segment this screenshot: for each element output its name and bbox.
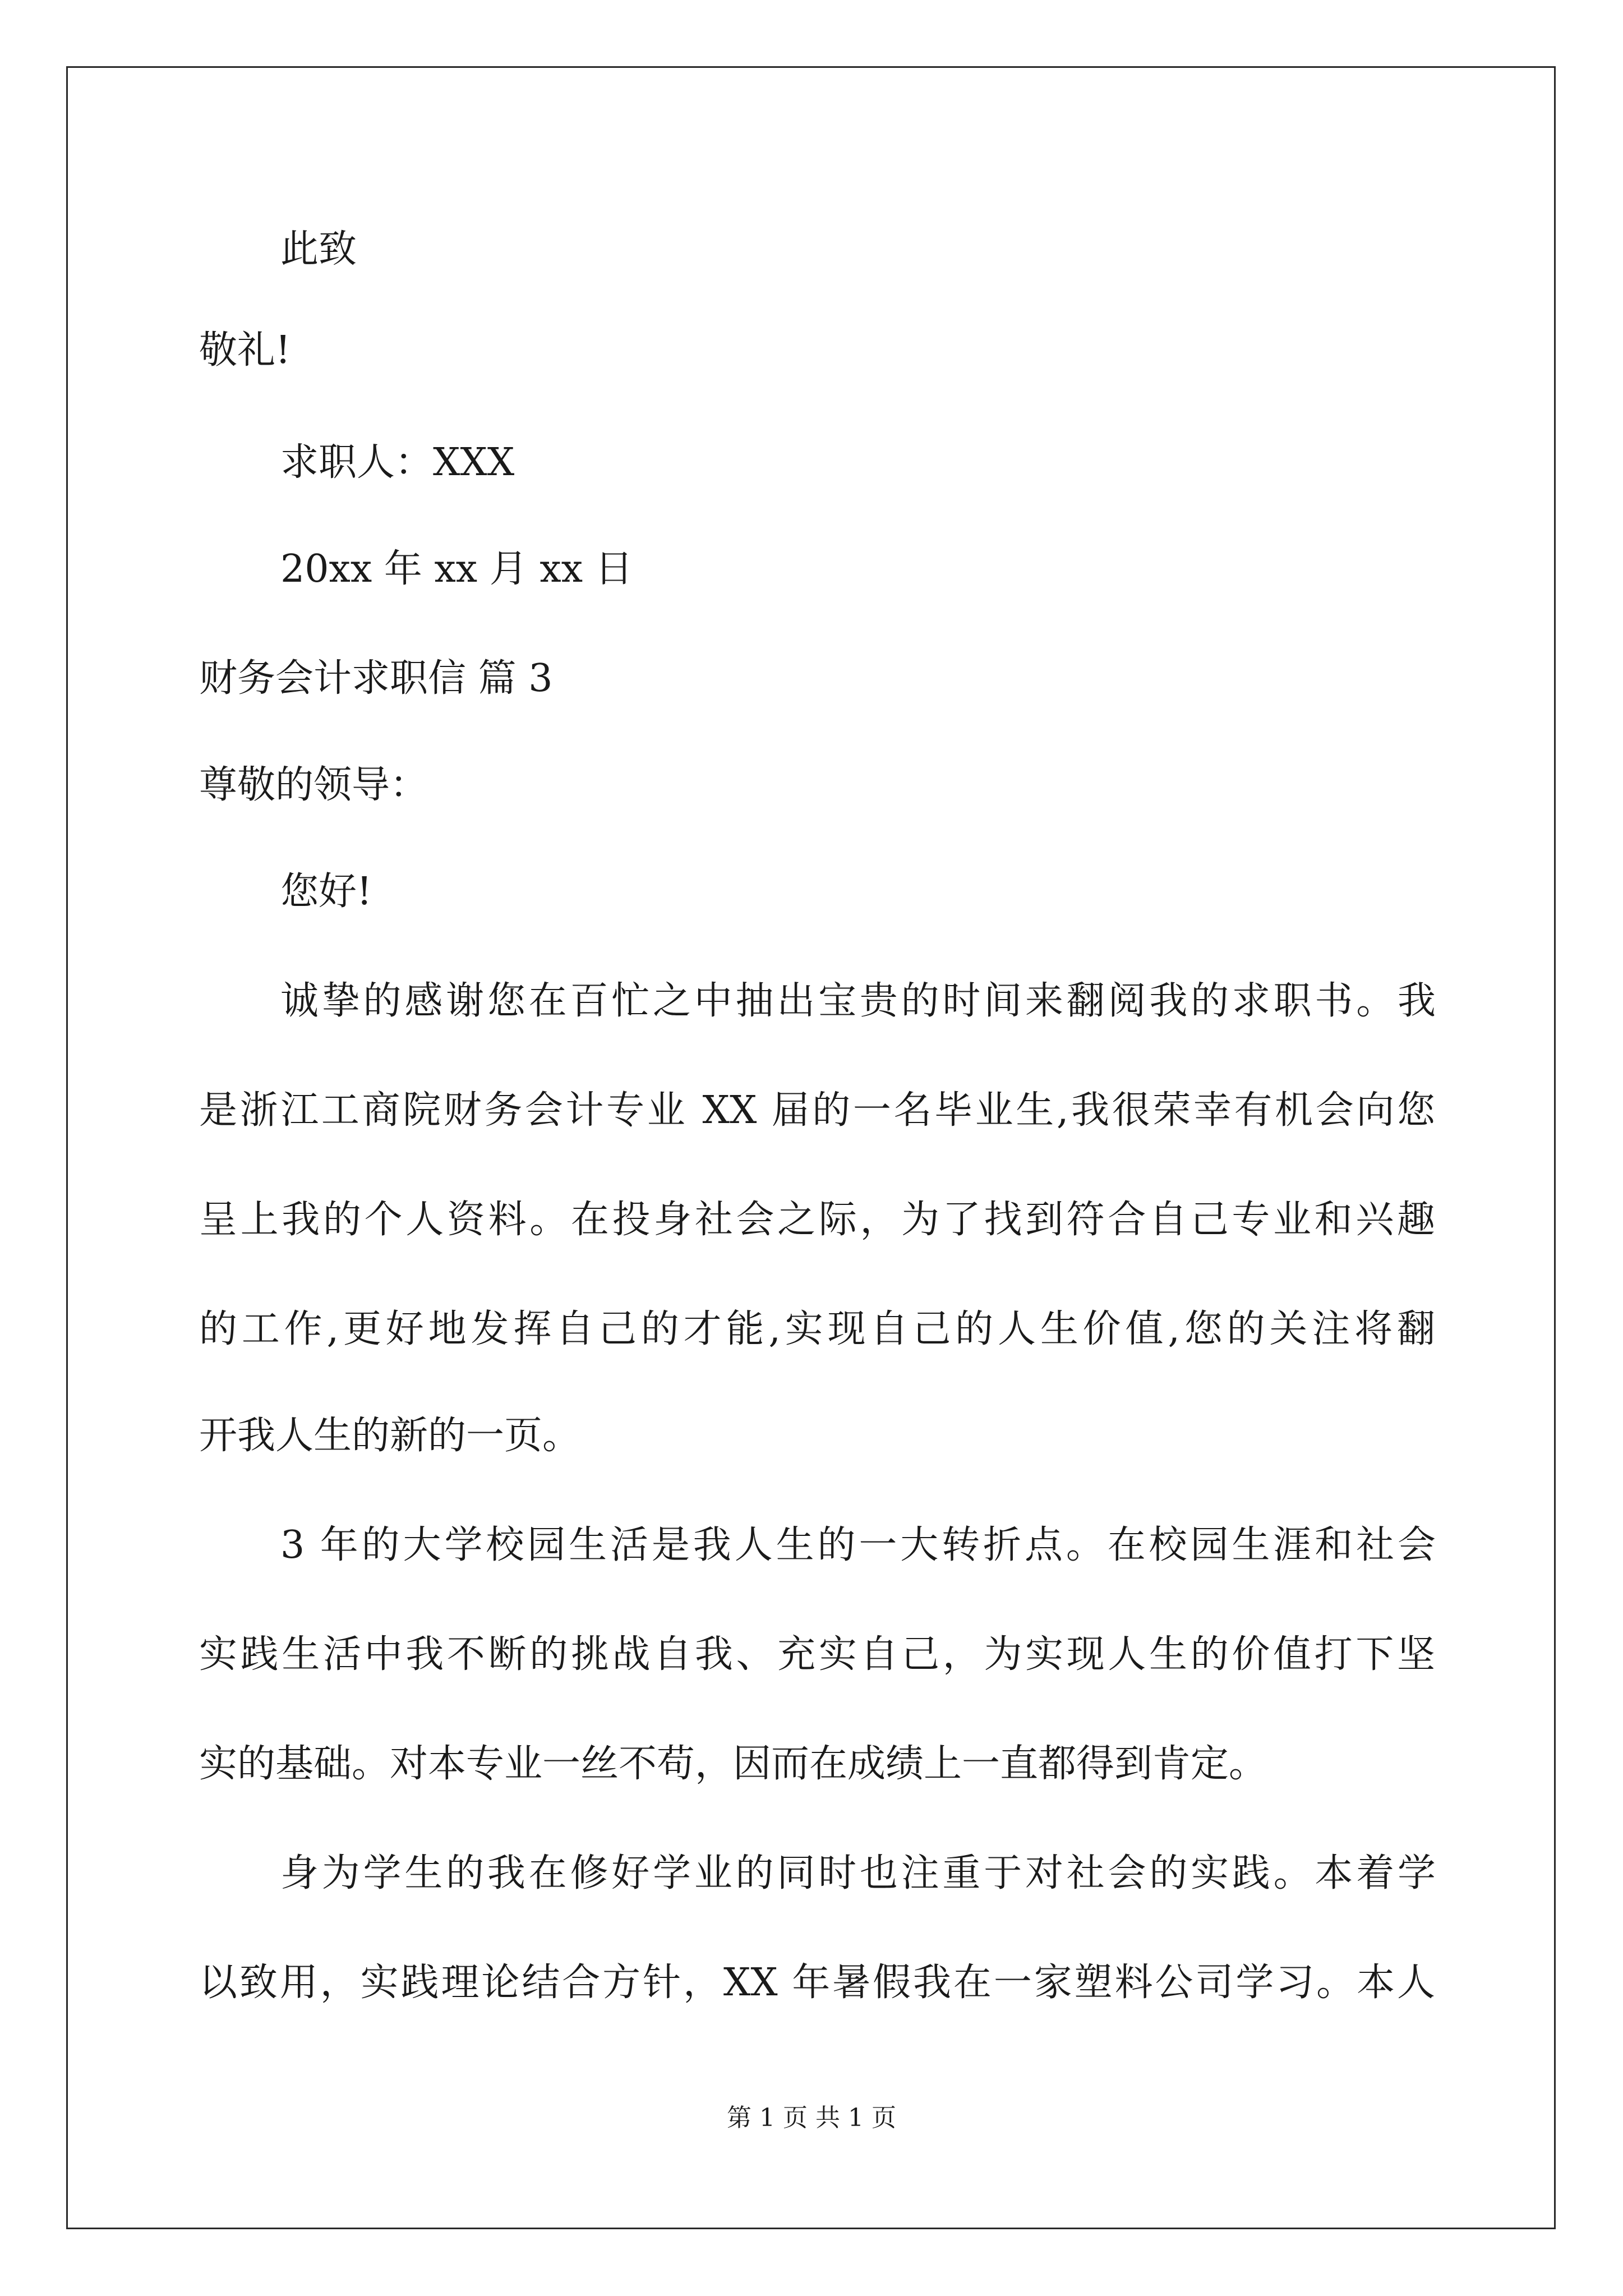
closing-regards: 敬礼! — [199, 328, 291, 372]
paragraph-3-line-1: 身为学生的我在修好学业的同时也注重于对社会的实践。本着学 — [280, 1851, 1436, 1895]
letter-greeting: 您好! — [280, 869, 372, 914]
paragraph-1-line-1: 诚挚的感谢您在百忙之中抽出宝贵的时间来翻阅我的求职书。我 — [280, 979, 1436, 1023]
paragraph-2-line-1: 3 年的大学校园生活是我人生的一大转折点。在校园生涯和社会 — [280, 1523, 1436, 1567]
paragraph-1-line-3: 呈上我的个人资料。在投身社会之际，为了找到符合自己专业和兴趣 — [199, 1198, 1435, 1242]
paragraph-1-line-5: 开我人生的新的一页。 — [199, 1414, 581, 1458]
letter-date: 20xx 年 xx 月 xx 日 — [280, 547, 633, 591]
paragraph-1-line-4: 的工作,更好地发挥自己的才能,实现自己的人生价值,您的关注将翻 — [199, 1307, 1435, 1351]
paragraph-3-line-2: 以致用，实践理论结合方针，XX 年暑假我在一家塑料公司学习。本人 — [199, 1961, 1435, 2005]
paragraph-1-line-2: 是浙江工商院财务会计专业 XX 届的一名毕业生,我很荣幸有机会向您 — [199, 1088, 1435, 1133]
closing-salutation: 此致 — [280, 227, 357, 272]
applicant-signature: 求职人：XXX — [280, 440, 515, 485]
section-heading: 财务会计求职信 篇 3 — [199, 656, 553, 701]
paragraph-2-line-2: 实践生活中我不断的挑战自我、充实自己，为实现人生的价值打下坚 — [199, 1632, 1435, 1677]
page-footer: 第 1 页 共 1 页 — [727, 2104, 896, 2132]
letter-addressee: 尊敬的领导： — [199, 763, 428, 807]
page-border — [66, 66, 1556, 2229]
paragraph-2-line-3: 实的基础。对本专业一丝不苟，因而在成绩上一直都得到肯定。 — [199, 1742, 1267, 1786]
